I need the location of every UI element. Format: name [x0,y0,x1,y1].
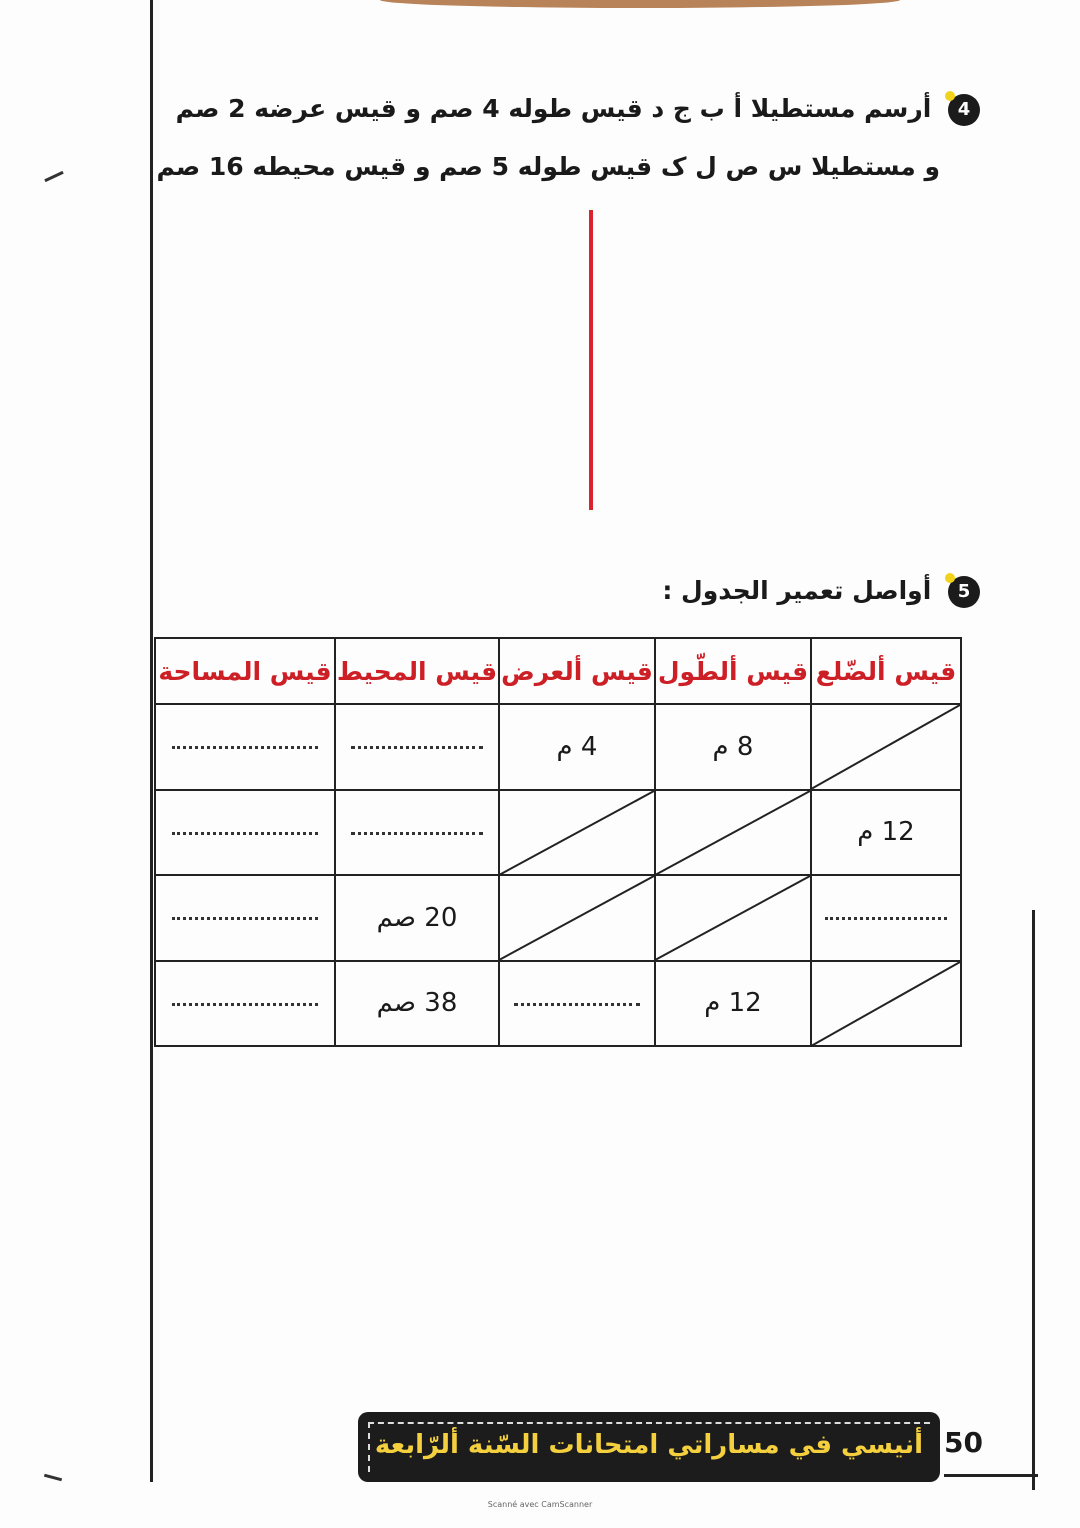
table-cell [655,704,811,790]
crossed-cell [811,704,961,790]
header-side: قيس ألضّلع [811,638,961,704]
dotted-blank[interactable] [825,915,946,920]
table-row [155,961,961,1047]
blank-cell[interactable] [335,704,499,790]
diagonal-line [500,791,654,875]
diagonal-line [812,962,960,1046]
dotted-blank[interactable] [172,830,318,835]
cell-value: 8 م [712,731,754,762]
question-5-text: أواصل تعمير الجدول : [662,576,932,605]
fill-in-table [154,637,964,1049]
rectangle-table [154,637,962,1047]
right-margin-line [1032,910,1035,1490]
table-row [155,704,961,790]
top-decoration [380,0,900,8]
dotted-blank[interactable] [514,1001,640,1006]
diagonal-line [812,705,960,789]
dotted-blank[interactable] [351,744,484,749]
question-4-text-2: و مستطيلا س ص ل ک قيس طوله 5 صم و قيس محيطه 16 صم [156,152,940,181]
diagonal-line [656,791,810,875]
footer-banner [358,1412,940,1482]
question-4-badge: 4 [948,94,980,126]
table-cell [335,875,499,961]
margin-tick [44,171,63,182]
blank-cell[interactable] [155,790,335,876]
header-perimeter: قيس المحيط [335,638,499,704]
dotted-blank[interactable] [172,1001,318,1006]
blank-cell[interactable] [499,961,655,1047]
question-4-line-2 [156,138,980,196]
table-header-row [155,638,961,704]
header-length: قيس ألطّول [655,638,811,704]
table-cell [811,790,961,876]
blank-cell[interactable] [155,875,335,961]
blank-cell[interactable] [335,790,499,876]
blank-cell[interactable] [811,875,961,961]
scan-watermark: Scanné avec CamScanner [487,1500,593,1509]
question-4 [156,80,980,196]
crossed-cell [811,961,961,1047]
blank-cell[interactable] [155,704,335,790]
table-cell [335,961,499,1047]
cell-value: 4 م [556,731,598,762]
footer-title: أنيسي في مساراتي امتحانات السّنة ألرّابعة [374,1430,924,1460]
question-5 [600,576,980,608]
crossed-cell [499,790,655,876]
header-area: قيس المساحة [155,638,335,704]
table-row [155,790,961,876]
blank-cell[interactable] [155,961,335,1047]
question-4-text-1: أرسم مستطيلا أ ب ج د قيس طوله 4 صم و قيس عرضه 2 صم [175,94,932,123]
question-5-badge: 5 [948,576,980,608]
dotted-blank[interactable] [172,744,318,749]
dotted-blank[interactable] [172,915,318,920]
cell-value: 20 صم [376,902,458,933]
cell-value: 12 م [704,988,762,1019]
dotted-blank[interactable] [351,830,484,835]
page-number: 50 [944,1426,983,1459]
cell-value: 12 م [857,817,915,848]
header-width: قيس ألعرض [499,638,655,704]
drawing-area-divider [589,210,593,510]
table-cell [655,961,811,1047]
crossed-cell [499,875,655,961]
diagonal-line [500,876,654,960]
page-number-underline [944,1474,1038,1477]
question-4-line-1 [175,80,980,138]
margin-tick [44,1474,62,1482]
table-row [155,875,961,961]
cell-value: 38 صم [376,988,458,1019]
left-margin-line [150,0,153,1482]
table-cell [499,704,655,790]
crossed-cell [655,790,811,876]
crossed-cell [655,875,811,961]
diagonal-line [656,876,810,960]
